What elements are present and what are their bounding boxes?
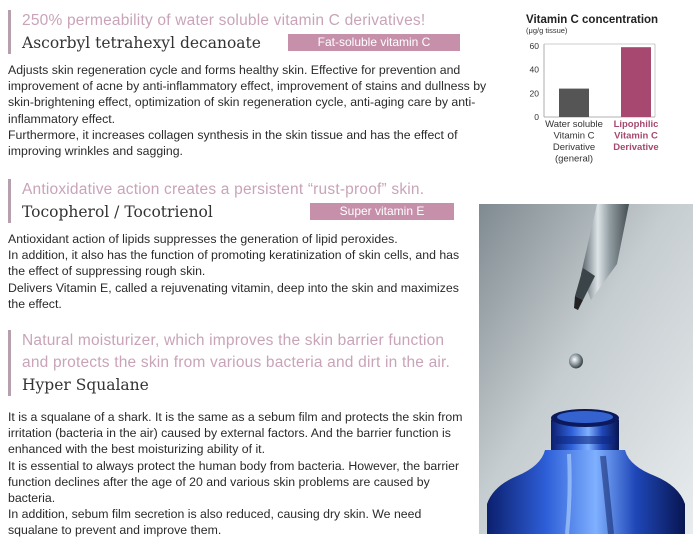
chart-tick-labels xyxy=(530,41,540,122)
ingredient-badge: Super vitamin E xyxy=(310,203,454,220)
category-label: Lipophilic xyxy=(613,119,659,130)
ingredient-name: Tocopherol / Tocotrienol xyxy=(22,203,213,221)
section-squalane xyxy=(8,330,463,539)
chart-unit: (μg/g tissue) xyxy=(526,26,568,35)
y-tick-label: 0 xyxy=(534,112,539,122)
dropper-bottle-photo xyxy=(479,204,693,534)
section-title: Antioxidative action creates a persistent “rust-proof” skin. xyxy=(22,181,425,198)
section-header xyxy=(8,10,513,66)
paragraph: Delivers Vitamin E, called a rejuvenating vitamin, deep into the skin and maximizes the effect. xyxy=(8,280,459,311)
paragraph: Antioxidant action of lipids suppresses the generation of lipid peroxides. xyxy=(8,232,398,246)
section-subtitle xyxy=(22,201,463,223)
y-tick-label: 40 xyxy=(529,64,539,75)
ingredient-name: Ascorbyl tetrahexyl decanoate xyxy=(22,34,261,52)
section-title-line: and protects the skin from various bacteria and dirt in the air. xyxy=(22,354,451,371)
section-header xyxy=(8,179,463,223)
bar xyxy=(621,47,651,117)
category-label: Vitamin C xyxy=(614,130,658,142)
section-subtitle xyxy=(22,374,463,396)
section-body xyxy=(8,62,513,159)
dropper-bottle-illustration xyxy=(479,204,693,534)
paragraph: In addition, sebum film secretion is also reduced, causing dry skin. We need squalane to prevent and improve them. xyxy=(8,507,422,538)
section-title: 250% permeability of water soluble vitamin C derivatives! xyxy=(22,12,426,29)
section-subtitle xyxy=(22,32,513,66)
paragraph: In addition, it also has the function of promoting keratinization of skin cells, and has the effect of suppressing rough skin. xyxy=(8,248,460,279)
chart-title: Vitamin C concentration xyxy=(526,14,659,26)
y-tick-label: 20 xyxy=(529,88,539,99)
category-label: Derivative xyxy=(613,142,659,153)
section-vitamin-c xyxy=(8,10,513,159)
chart-bars xyxy=(559,47,651,117)
category-label: Derivative xyxy=(552,142,596,153)
chart-svg xyxy=(520,10,695,180)
section-body xyxy=(8,231,463,312)
category-label: (general) xyxy=(554,153,594,165)
category-label: Vitamin C xyxy=(553,130,595,142)
paragraph: It is essential to always protect the human body from bacteria. However, the barrier function declines after the age of 20 and various skin problems are caused by bacteria. xyxy=(8,458,460,506)
ingredient-badge: Fat-soluble vitamin C derivative xyxy=(288,34,460,51)
y-tick-label: 60 xyxy=(529,41,539,51)
section-title-line: Natural moisturizer, which improves the skin barrier function xyxy=(22,332,445,349)
section-vitamin-e xyxy=(8,179,463,312)
paragraph: It is a squalane of a shark. It is the same as a sebum film and protects the skin from irritation (bacteria in the air) caused by external factors. And the barrier function is enhanced with the best moisturizing ability of it. xyxy=(8,410,463,457)
paragraph: Furthermore, it increases collagen synthesis in the skin tissue and has the effect of improving wrinkles and sagging. xyxy=(8,127,458,159)
section-header xyxy=(8,330,463,396)
ingredient-name: Hyper Squalane xyxy=(22,376,149,394)
section-body xyxy=(8,409,463,539)
paragraph: Adjusts skin regeneration cycle and forms healthy skin. Effective for prevention and improvement of acne by anti-inflammatory effect, improvement of stains and dullness by skin-brightening effect, optimization of skin regeneration cycle, anti-aging care by anti-inflammatory effect. xyxy=(8,63,487,126)
vitamin-c-chart xyxy=(520,10,695,180)
category-label: Water soluble xyxy=(545,119,603,130)
bar xyxy=(559,89,589,117)
chart-category-labels xyxy=(545,119,659,165)
